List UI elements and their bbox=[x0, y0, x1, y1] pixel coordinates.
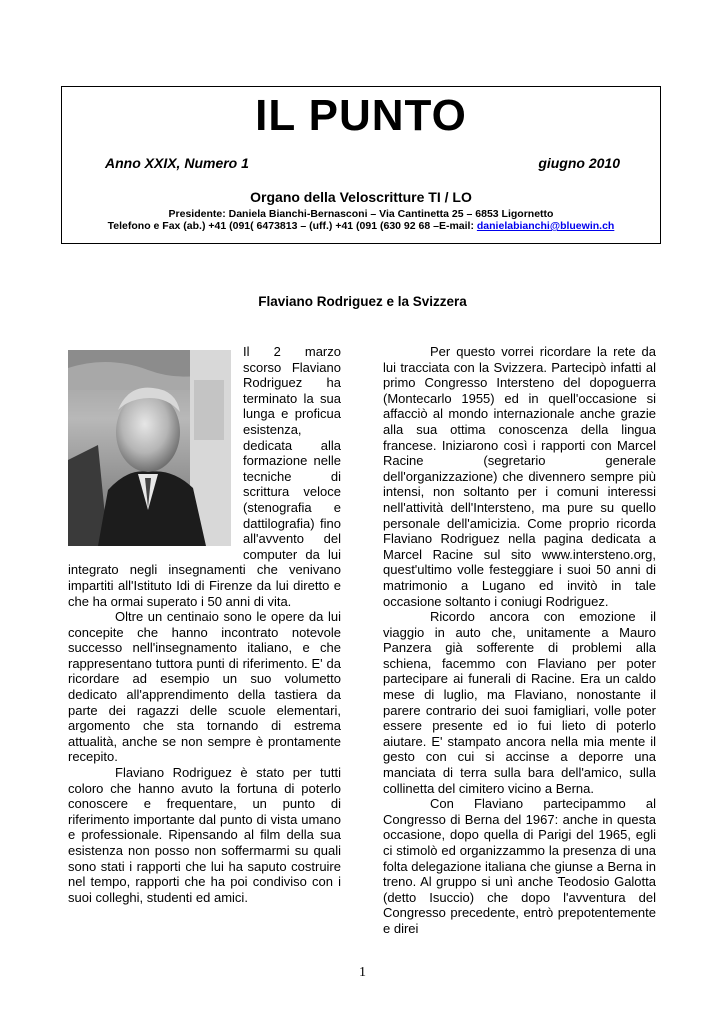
masthead bbox=[61, 86, 661, 244]
organization-line: Organo della Veloscritture TI / LO bbox=[250, 189, 472, 205]
paragraph: Oltre un centinaio sono le opere da lui concepite che hanno incontrato notevole successo nell'insegnamento italiano, e che rappresentano tuttora punti di riferimento. E' da ricordare ad esempio un suo volumetto dedicato all'apprendimento della tastiera da parte dei ragazzi delle scuole elementari, argomento che sta tornando di estrema attualità, anche se non sempre è prontamente recepito. bbox=[68, 609, 341, 765]
contact-line bbox=[62, 220, 660, 232]
newsletter-title: IL PUNTO bbox=[255, 91, 467, 140]
portrait-photo bbox=[68, 350, 231, 546]
paragraph: Il 2 marzo scorso Flaviano Rodriguez ha terminato la sua lunga e proficua esistenza, dedicata alla formazione nelle tecniche di scrittura veloce (stenografia e dattilografia) fino all'avvento del computer da lui integrato negli insegnamenti che venivano impartiti all'Istituto Idi di Firenze da lui diretto e che ha ormai superato i 50 anni di vita. bbox=[68, 344, 341, 609]
contact-text: Telefono e Fax (ab.) +41 (091( 6473813 – (uff.) +41 (091 (630 92 68 –E-mail: bbox=[107, 220, 477, 232]
email-link[interactable]: danielabianchi@bluewin.ch bbox=[476, 220, 615, 232]
paragraph: Per questo vorrei ricordare la rete da lui tracciata con la Svizzera. Partecipò infatti al primo Congresso Intersteno del dopoguerra (Montecarlo 1955) ed in quell'occasione si affacciò al mondo internazionale anche grazie alla sua ottima conoscenza della lingua francese. Iniziarono così i rapporti con Marcel Racine (segretario generale dell'organizzazione) che divennero sempre più intensi, non soltanto per i comuni interessi nell'attività dell'Intersteno, ma pure su quello personale dell'amicizia. Come proprio ricorda Flaviano Rodriguez nella pagina dedicata a Marcel Racine sul sito www.intersteno.org, quest'ultimo volle festeggiare i suoi 50 anni di matrimonio a Lugano ed invitò in tale occasione soltanto i coniugi Rodriguez. bbox=[383, 344, 656, 609]
article-column-left bbox=[68, 344, 341, 905]
paragraph: Flaviano Rodriguez è stato per tutti coloro che hanno avuto la fortuna di poterlo conoscere e frequentare, un punto di riferimento importante dal punto di vista umano e professionale. Ripensando al film della sua esistenza non posso non soffermarmi su quali sono stati i rapporti che lui ha saputo costruire nel tempo, rapporti che ha poi condiviso con i suoi colleghi, studenti ed amici. bbox=[68, 765, 341, 905]
article-column-right bbox=[383, 344, 656, 937]
president-line: Presidente: Daniela Bianchi-Bernasconi – Via Cantinetta 25 – 6853 Ligornetto bbox=[168, 208, 554, 220]
page-number: 1 bbox=[359, 965, 366, 980]
paragraph: Con Flaviano partecipammo al Congresso di Berna del 1967: anche in questa occasione, dopo quella di Parigi del 1965, egli ci stimolò ed organizzammo la presenza di una folta delegazione italiana che giunse a Berna in treno. Al gruppo si unì anche Teodosio Galotta (detto Isuccio) che dopo l'avventura del Congresso precedente, entrò prepotentemente e direi bbox=[383, 796, 656, 936]
issue-number: Anno XXIX, Numero 1 bbox=[105, 155, 249, 171]
issue-date: giugno 2010 bbox=[538, 155, 620, 171]
article-headline: Flaviano Rodriguez e la Svizzera bbox=[258, 294, 467, 309]
paragraph: Ricordo ancora con emozione il viaggio in auto che, unitamente a Mauro Panzera già sofferente di problemi alla schiena, facemmo con Flaviano per poter partecipare ai funerali di Racine. Era un caldo mese di luglio, ma Flaviano, nonostante il parere contrario dei suoi famigliari, volle poter essere presente ed io fui lieto di poterlo aiutare. E' stampato ancora nella mia mente il gesto con cui si accinse a deporre una manciata di terra sulla bara dell'amico, sulla collinetta del cimitero vicino a Berna. bbox=[383, 609, 656, 796]
